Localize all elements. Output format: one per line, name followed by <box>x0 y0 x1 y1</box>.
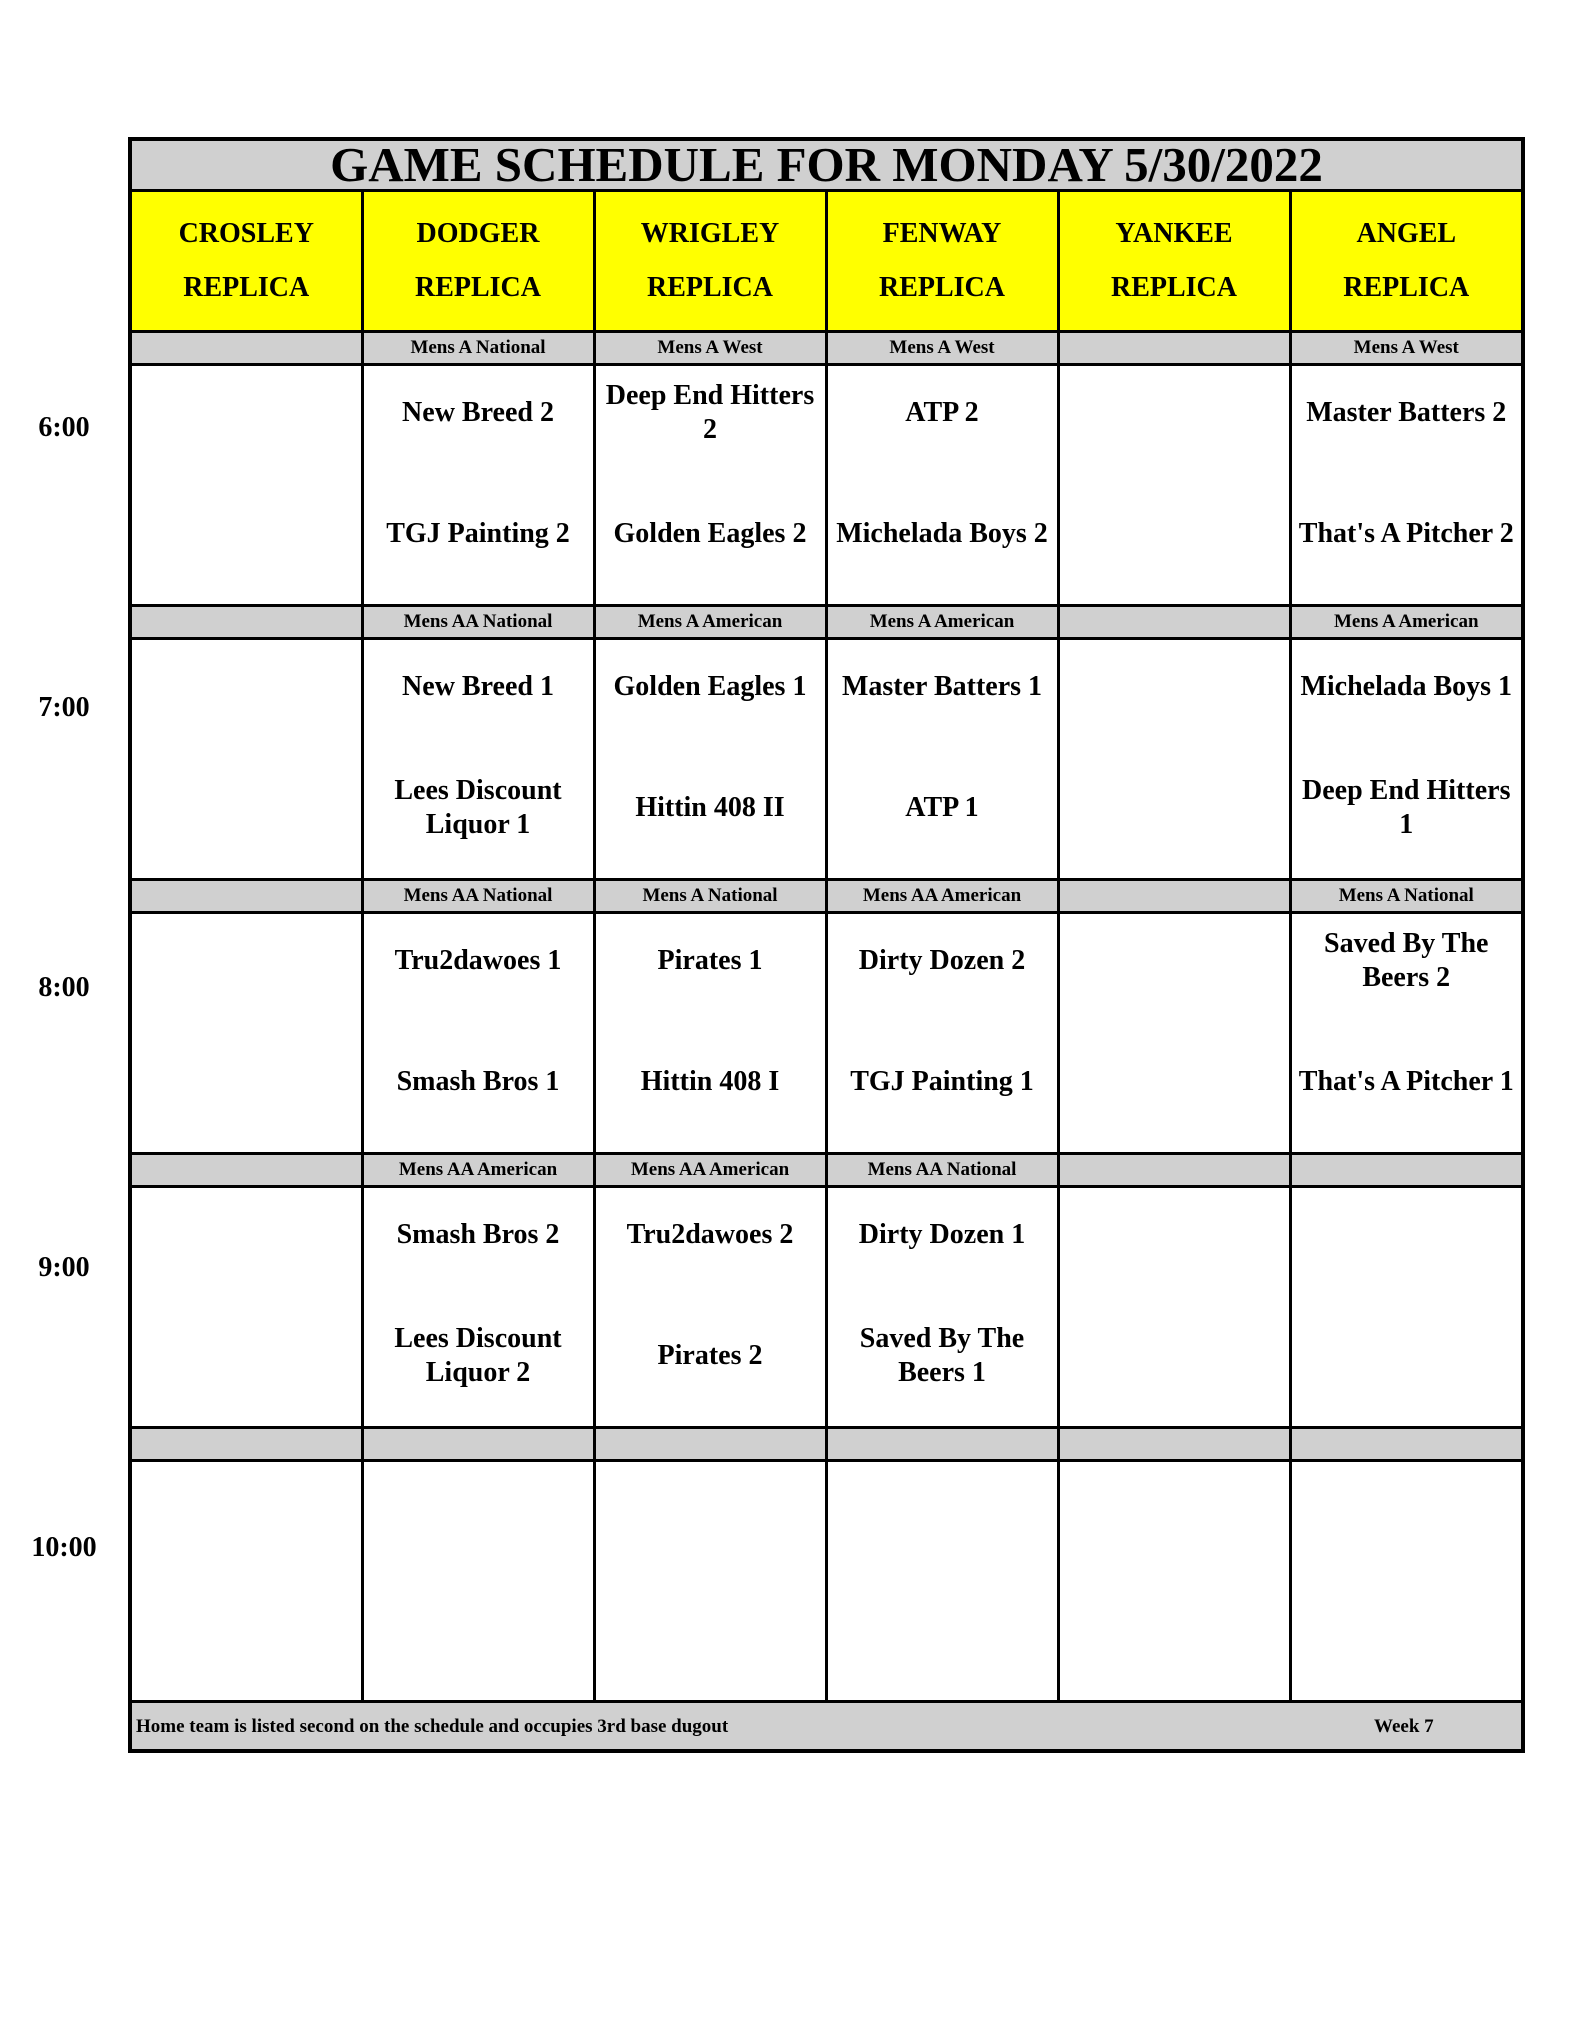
away-team <box>1062 1200 1287 1270</box>
game-cell <box>594 639 826 880</box>
division-label <box>130 880 362 913</box>
field-name: YANKEE <box>1115 218 1233 249</box>
game-row <box>130 1461 1523 1702</box>
division-label: Mens AA American <box>826 880 1058 913</box>
game-cell <box>594 1461 826 1702</box>
away-team <box>1294 1200 1520 1270</box>
field-header-yankee <box>1058 191 1290 332</box>
footer-row <box>130 1702 1523 1752</box>
away-team: Saved By The Beers 2 <box>1324 928 1489 993</box>
away-team: Golden Eagles 1 <box>613 671 807 702</box>
division-label <box>362 1428 594 1461</box>
away-team: Dirty Dozen 2 <box>858 945 1026 976</box>
home-team <box>1062 1595 1287 1665</box>
home-team <box>134 1321 359 1391</box>
away-team: Master Batters 1 <box>841 671 1043 702</box>
home-team: That's A Pitcher 2 <box>1298 518 1514 549</box>
time-slot-label: 9:00 <box>38 1252 90 1283</box>
field-header-crosley <box>130 191 362 332</box>
away-team <box>1062 926 1287 996</box>
home-team: Saved By The Beers 1 <box>859 1323 1025 1388</box>
away-team: ATP 2 <box>905 397 979 428</box>
home-team: ATP 1 <box>905 792 979 823</box>
field-header-angel <box>1290 191 1523 332</box>
game-cell <box>1058 365 1290 606</box>
home-team: That's A Pitcher 1 <box>1298 1066 1514 1097</box>
division-label: Mens A American <box>826 606 1058 639</box>
schedule-title: GAME SCHEDULE FOR MONDAY 5/30/2022 <box>130 139 1523 191</box>
home-team <box>134 499 359 569</box>
division-label: Mens AA American <box>362 1154 594 1187</box>
field-name: FENWAY <box>882 218 1002 249</box>
game-row <box>130 913 1523 1154</box>
division-row <box>130 606 1523 639</box>
field-name: CROSLEY <box>178 218 314 249</box>
week-label: Week 7 <box>1374 1716 1434 1737</box>
game-cell <box>362 365 594 606</box>
game-row <box>130 1187 1523 1428</box>
field-header-fenway <box>826 191 1058 332</box>
home-team: Lees Discount Liquor 2 <box>394 1323 562 1388</box>
game-cell <box>1058 639 1290 880</box>
away-team <box>830 1474 1055 1544</box>
footer-cell <box>130 1702 1523 1752</box>
away-team: Smash Bros 2 <box>396 1219 560 1250</box>
home-team: Deep End Hitters 1 <box>1302 775 1511 840</box>
game-cell <box>362 639 594 880</box>
game-cell <box>826 365 1058 606</box>
division-label <box>1290 1428 1523 1461</box>
away-team <box>134 378 359 448</box>
away-team: Dirty Dozen 1 <box>858 1219 1026 1250</box>
time-slot-label: 6:00 <box>38 412 90 443</box>
division-label: Mens A West <box>826 332 1058 365</box>
home-team: Michelada Boys 2 <box>836 518 1048 549</box>
home-team <box>134 1047 359 1117</box>
field-name: DODGER <box>416 218 540 249</box>
home-team: Hittin 408 II <box>635 792 785 823</box>
division-row <box>130 880 1523 913</box>
game-row <box>130 639 1523 880</box>
game-cell <box>1058 913 1290 1154</box>
division-label <box>1058 880 1290 913</box>
game-cell <box>1290 639 1523 880</box>
time-slot-label: 10:00 <box>31 1532 97 1563</box>
schedule-sheet <box>128 137 1521 1777</box>
game-cell <box>826 1461 1058 1702</box>
field-type: REPLICA <box>646 272 773 303</box>
time-slot-label: 7:00 <box>38 692 90 723</box>
home-team <box>134 773 359 843</box>
home-team <box>1062 1047 1287 1117</box>
home-team <box>1062 1321 1287 1391</box>
division-row <box>130 1428 1523 1461</box>
away-team <box>134 652 359 722</box>
home-team-note: Home team is listed second on the schedule and occupies 3rd base dugout <box>136 1716 729 1737</box>
division-label <box>826 1428 1058 1461</box>
away-team <box>1294 1474 1520 1544</box>
away-team: Deep End Hitters 2 <box>605 380 815 445</box>
home-team: TGJ Painting 1 <box>850 1066 1034 1097</box>
field-header-dodger <box>362 191 594 332</box>
home-team: Hittin 408 I <box>640 1066 780 1097</box>
division-label <box>1058 1154 1290 1187</box>
division-label <box>1058 606 1290 639</box>
away-team: New Breed 1 <box>402 671 554 702</box>
game-cell <box>1290 365 1523 606</box>
away-team <box>134 1474 359 1544</box>
away-team: Tru2dawoes 2 <box>626 1219 794 1250</box>
away-team <box>1062 652 1287 722</box>
game-cell <box>362 1461 594 1702</box>
game-cell <box>362 913 594 1154</box>
game-cell <box>594 365 826 606</box>
field-type: REPLICA <box>414 272 541 303</box>
game-cell <box>130 1461 362 1702</box>
game-cell <box>1058 1187 1290 1428</box>
game-cell <box>594 1187 826 1428</box>
home-team: Golden Eagles 2 <box>613 518 807 549</box>
away-team <box>1062 378 1287 448</box>
division-label <box>1058 332 1290 365</box>
field-type: REPLICA <box>878 272 1005 303</box>
division-label <box>1058 1428 1290 1461</box>
home-team <box>1294 1595 1520 1665</box>
home-team <box>1062 773 1287 843</box>
game-cell <box>130 365 362 606</box>
home-team <box>1294 1321 1520 1391</box>
game-cell <box>826 1187 1058 1428</box>
game-cell <box>130 913 362 1154</box>
away-team <box>1062 1474 1287 1544</box>
game-cell <box>594 913 826 1154</box>
division-row <box>130 1154 1523 1187</box>
home-team: Lees Discount Liquor 1 <box>394 775 562 840</box>
home-team <box>1062 499 1287 569</box>
division-label: Mens A West <box>594 332 826 365</box>
game-cell <box>130 1187 362 1428</box>
home-team: Smash Bros 1 <box>396 1066 560 1097</box>
division-label: Mens A American <box>1290 606 1523 639</box>
field-header-row <box>130 191 1523 332</box>
division-label: Mens A American <box>594 606 826 639</box>
home-team <box>598 1595 823 1665</box>
field-name: WRIGLEY <box>640 218 780 249</box>
division-label <box>130 606 362 639</box>
home-team: TGJ Painting 2 <box>386 518 570 549</box>
game-row <box>130 365 1523 606</box>
field-type: REPLICA <box>1343 272 1470 303</box>
division-label: Mens AA National <box>362 606 594 639</box>
away-team: Michelada Boys 1 <box>1300 671 1513 702</box>
game-cell <box>826 913 1058 1154</box>
home-team: Pirates 2 <box>657 1340 763 1371</box>
game-cell <box>1290 913 1523 1154</box>
game-cell <box>1058 1461 1290 1702</box>
division-label: Mens AA National <box>362 880 594 913</box>
away-team: Master Batters 2 <box>1306 397 1507 428</box>
game-cell <box>1290 1187 1523 1428</box>
division-label <box>130 1428 362 1461</box>
schedule-table <box>128 137 1525 1753</box>
division-label <box>130 332 362 365</box>
game-cell <box>826 639 1058 880</box>
away-team <box>598 1474 823 1544</box>
time-slot-label: 8:00 <box>38 972 90 1003</box>
division-label: Mens AA American <box>594 1154 826 1187</box>
away-team <box>366 1474 591 1544</box>
division-label <box>594 1428 826 1461</box>
field-name: ANGEL <box>1356 218 1457 249</box>
game-cell <box>362 1187 594 1428</box>
field-type: REPLICA <box>1110 272 1237 303</box>
division-label: Mens A National <box>1290 880 1523 913</box>
division-label: Mens A National <box>594 880 826 913</box>
division-label <box>130 1154 362 1187</box>
home-team <box>134 1595 359 1665</box>
division-row <box>130 332 1523 365</box>
home-team <box>366 1595 591 1665</box>
away-team <box>134 926 359 996</box>
away-team: New Breed 2 <box>402 397 554 428</box>
game-cell <box>130 639 362 880</box>
division-label <box>1290 1154 1523 1187</box>
field-header-wrigley <box>594 191 826 332</box>
field-type: REPLICA <box>183 272 310 303</box>
division-label: Mens A National <box>362 332 594 365</box>
away-team: Pirates 1 <box>657 945 763 976</box>
away-team <box>134 1200 359 1270</box>
division-label: Mens A West <box>1290 332 1523 365</box>
away-team: Tru2dawoes 1 <box>394 945 562 976</box>
game-cell <box>1290 1461 1523 1702</box>
home-team <box>830 1595 1055 1665</box>
division-label: Mens AA National <box>826 1154 1058 1187</box>
